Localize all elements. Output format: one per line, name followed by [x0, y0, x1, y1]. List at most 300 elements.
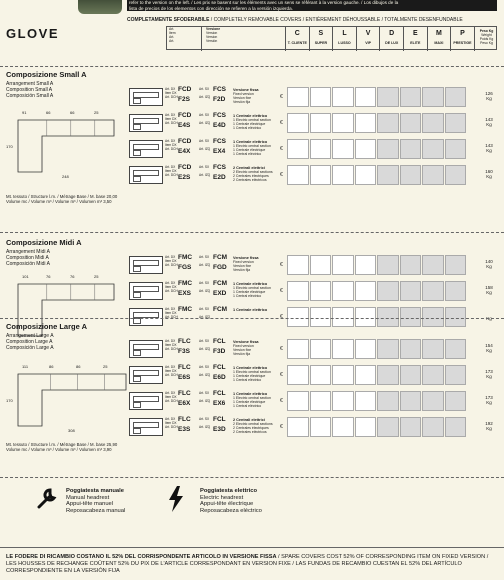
module-icon	[129, 340, 163, 358]
header-weight-1: Weight	[481, 33, 492, 37]
category-e	[403, 27, 427, 51]
price-cell	[377, 365, 399, 385]
price-cell	[422, 281, 444, 301]
dimension-label: 76	[46, 274, 51, 279]
category-letter: V	[365, 30, 371, 37]
weight	[481, 311, 497, 321]
header-version-0: Versione	[206, 27, 221, 31]
art-dch-label: Art. DCH	[165, 347, 178, 351]
category-letter: L	[342, 30, 347, 37]
module-icon	[129, 256, 163, 274]
art-dx-code: FCD	[178, 86, 192, 93]
dimension-label: 111	[22, 364, 29, 369]
category-name: LUSSO	[338, 41, 351, 45]
category-name: MAXI	[434, 41, 444, 45]
fabric-line: Volume mc / Volume m³ / Volume m³ / Volumen m³ 3,90	[6, 447, 112, 452]
item-label: Item DX	[165, 169, 177, 173]
description-line: 1 Electric central section	[233, 396, 271, 400]
headrest-manual	[66, 488, 125, 514]
item-label: Item DX	[165, 117, 177, 121]
weight	[481, 369, 497, 379]
art-dch-label: Art. DCH	[165, 315, 178, 319]
weight	[481, 143, 497, 153]
price-header	[166, 26, 497, 50]
headrest-electric-label: Poggiatesta elettrico	[200, 488, 258, 494]
price-row	[129, 416, 499, 438]
module-icon	[129, 392, 163, 410]
art-dx-code: FLC	[178, 338, 191, 345]
price-cell	[400, 365, 422, 385]
dimension-label: 25	[94, 110, 99, 115]
price-row	[129, 164, 499, 186]
plan-drawing	[14, 366, 132, 436]
euro-sign: €	[280, 172, 283, 178]
price-cell	[287, 339, 309, 359]
weight-unit: Kg	[486, 174, 492, 179]
price-cell	[422, 139, 444, 159]
header-version	[201, 27, 285, 51]
price-cells	[287, 281, 467, 301]
euro-sign: €	[280, 314, 283, 320]
category-d	[379, 27, 403, 51]
euro-sign: €	[280, 262, 283, 268]
price-cell	[287, 255, 309, 275]
dimension-label: 86	[49, 364, 54, 369]
variant-code-2: EX6	[213, 400, 226, 407]
section-subtitle: Arrangement Large A	[6, 333, 54, 339]
weight-unit: Kg	[486, 316, 492, 321]
price-cell	[332, 165, 354, 185]
header-art-1: Item	[169, 31, 176, 35]
price-cell	[445, 165, 467, 185]
description-line: 1 Central eléctrico	[233, 404, 262, 408]
price-cell	[287, 307, 309, 327]
art-dch-label: Art. DCH	[165, 425, 178, 429]
price-cell	[445, 417, 467, 437]
version-description	[233, 256, 279, 272]
price-cells	[287, 113, 467, 133]
price-row	[129, 306, 499, 328]
price-cell	[377, 417, 399, 437]
description-line: 1 Centrale elettrico	[233, 366, 268, 370]
price-cell	[355, 281, 377, 301]
description-line: Version fixe	[233, 264, 252, 268]
price-cell	[310, 365, 332, 385]
art-sx-label: Art. SX	[199, 391, 210, 395]
variant-code: F3S	[178, 348, 190, 355]
price-cell	[332, 255, 354, 275]
art-dx-label: Art. DX	[165, 255, 176, 259]
variant-code-2: F3D	[213, 348, 226, 355]
price-row	[129, 112, 499, 134]
category-name: ELITE	[410, 41, 421, 45]
art-dch-label: Art. DCH	[165, 373, 178, 377]
price-cell	[422, 165, 444, 185]
weight	[481, 259, 497, 269]
art-dch-label: Art. DCH	[165, 95, 178, 99]
section-subtitle: Composition Midi A	[6, 255, 49, 261]
price-cell	[310, 255, 332, 275]
variant-code: FGS	[178, 264, 192, 271]
description-line: 1 Centrale électrique	[233, 400, 266, 404]
dimension-label: 308	[68, 428, 75, 433]
category-name: VIP	[365, 41, 371, 45]
price-cell	[445, 365, 467, 385]
art-dch-label: Art. DCH	[165, 399, 178, 403]
art-sx-label: Art. SX	[199, 113, 210, 117]
separator	[0, 232, 504, 233]
header-art-0: Art.	[169, 27, 175, 31]
description-line: 1 Electric central section	[233, 118, 271, 122]
item-label: Item DX	[165, 311, 177, 315]
art-izq-label: Art. IZQ	[199, 263, 211, 267]
header-art	[167, 27, 201, 51]
price-cell	[332, 281, 354, 301]
intro-text	[127, 0, 497, 11]
variant-code-2: FGD	[213, 264, 227, 271]
description-line: Version fixe	[233, 96, 252, 100]
art-dx-label: Art. DX	[165, 339, 176, 343]
covers-note	[127, 17, 497, 23]
item-label: Item DX	[165, 395, 177, 399]
weight-value: 192	[485, 421, 493, 426]
description-line: 2 Centrales eléctricos	[233, 178, 267, 182]
variant-code: EXS	[178, 290, 192, 297]
dimension-label: 170	[6, 398, 13, 403]
art-sx-label: Art. SX	[199, 87, 210, 91]
art-sx-label: Art. SX	[199, 307, 210, 311]
variant-code-2: E3D	[213, 426, 226, 433]
price-cell	[422, 113, 444, 133]
price-cell	[355, 417, 377, 437]
module-icon	[129, 114, 163, 132]
header-art-3: Art.	[169, 39, 175, 43]
price-cell	[400, 113, 422, 133]
price-cell	[310, 417, 332, 437]
headrest-manual-en: Manual headrest	[66, 494, 110, 501]
price-cells	[287, 307, 467, 327]
category-letter: M	[435, 30, 442, 37]
item-label: Item DX	[165, 285, 177, 289]
fabric-info	[6, 442, 117, 452]
price-cells	[287, 165, 467, 185]
art-izq-label: Art. IZQ	[199, 95, 211, 99]
art-sx-code: FCS	[213, 164, 226, 171]
page-title: GLOVE	[6, 26, 60, 41]
headrest-electric-en: Electric headrest	[200, 494, 244, 501]
price-row	[129, 390, 499, 412]
euro-sign: €	[280, 398, 283, 404]
variant-code-2: E2D	[213, 174, 226, 181]
art-dx-label: Art. DX	[165, 165, 176, 169]
dimension-label: 25	[103, 364, 108, 369]
description-line: Fixed version	[233, 92, 254, 96]
price-cell	[332, 365, 354, 385]
art-dx-code: FLC	[178, 390, 191, 397]
description-line: 1 Central eléctrico	[233, 294, 262, 298]
price-cell	[422, 417, 444, 437]
module-icon	[129, 418, 163, 436]
dimension-label: 101	[22, 274, 29, 279]
art-sx-code: FCM	[213, 254, 228, 261]
variant-code: E6S	[178, 374, 191, 381]
variant-code: E2S	[178, 174, 191, 181]
category-name: SUPER	[314, 41, 328, 45]
weight	[481, 395, 497, 405]
dimension-label: 86	[76, 364, 81, 369]
header-weight-3: Peso Kg	[480, 41, 493, 45]
header-version-3: Versión	[206, 39, 218, 43]
price-cell	[355, 165, 377, 185]
price-cell	[400, 391, 422, 411]
price-cell	[400, 139, 422, 159]
section-subtitle: Arrangement Small A	[6, 81, 54, 87]
item-label: Item DX	[165, 143, 177, 147]
separator	[0, 477, 504, 478]
weight-unit: Kg	[486, 348, 492, 353]
art-izq-label: Art. IZQ	[199, 289, 211, 293]
price-cell	[422, 391, 444, 411]
price-cell	[310, 391, 332, 411]
fabric-line: Mt. tessuto / Structure l.m. / Métrage Base / M. base 25,90	[6, 442, 118, 447]
version-description	[233, 366, 279, 382]
art-dx-label: Art. DX	[165, 87, 176, 91]
art-dx-label: Art. DX	[165, 417, 176, 421]
description-line: 1 Central eléctrico	[233, 378, 262, 382]
weight	[481, 343, 497, 353]
art-dx-label: Art. DX	[165, 139, 176, 143]
art-izq-label: Art. IZQ	[199, 399, 211, 403]
variant-code: E4X	[178, 148, 191, 155]
price-cell	[377, 391, 399, 411]
headrest-manual-es: Reposacabeza manual	[66, 507, 126, 514]
header-weight	[474, 27, 498, 51]
description-line: 1 Centrale elettrico	[233, 114, 268, 118]
category-v	[356, 27, 380, 51]
section-subtitle: Composition Large A	[6, 339, 53, 345]
price-cell	[310, 339, 332, 359]
price-cells	[287, 139, 467, 159]
price-cell	[355, 87, 377, 107]
weight-value: 143	[485, 143, 493, 148]
price-cell	[332, 87, 354, 107]
price-row	[129, 138, 499, 160]
art-sx-code: FCL	[213, 364, 226, 371]
section-title: Composizione Large A	[6, 322, 87, 331]
weight	[481, 421, 497, 431]
weight-unit: Kg	[486, 264, 492, 269]
weight-unit: Kg	[486, 122, 492, 127]
description-line: 1 Electric central section	[233, 144, 271, 148]
art-sx-code: FCM	[213, 306, 228, 313]
price-cell	[332, 139, 354, 159]
header-weight-0: Peso Kg	[479, 29, 494, 33]
variant-code: E6X	[178, 400, 191, 407]
price-cells	[287, 365, 467, 385]
price-cell	[310, 307, 332, 327]
weight-value: 154	[485, 343, 493, 348]
version-description	[233, 392, 279, 408]
price-cells	[287, 87, 467, 107]
description-line: 1 Electric central section	[233, 286, 271, 290]
description-line: Versión fija	[233, 352, 251, 356]
weight-unit: Kg	[486, 374, 492, 379]
price-cell	[445, 87, 467, 107]
price-cells	[287, 391, 467, 411]
description-line: 1 Central eléctrico	[233, 152, 262, 156]
variant-code: E4S	[178, 122, 191, 129]
weight-value: 173	[485, 395, 493, 400]
fabric-line: Mt. tessuto / Structure l.m. / Métrage Base / M. base 20,00	[6, 194, 118, 199]
art-sx-code: FCS	[213, 112, 226, 119]
price-cell	[400, 281, 422, 301]
price-cell	[445, 113, 467, 133]
category-name: DE LUX	[385, 41, 399, 45]
weight-unit: Kg	[486, 96, 492, 101]
art-dch-label: Art. DCH	[165, 173, 178, 177]
version-description	[233, 88, 279, 104]
euro-sign: €	[280, 346, 283, 352]
item-label: Item DX	[165, 421, 177, 425]
item-label: Item DX	[165, 343, 177, 347]
section-subtitle: Composición Large A	[6, 345, 54, 351]
category-c	[285, 27, 309, 51]
covers-title: COMPLETAMENTE SFODERABILE	[127, 17, 210, 23]
weight-value: 143	[485, 117, 493, 122]
fabric-line: Volume mc / Volume m³ / Volume m³ / Volumen m³ 3,50	[6, 199, 112, 204]
price-cell	[355, 307, 377, 327]
fabric-info	[6, 194, 117, 204]
weight-unit: Kg	[486, 400, 492, 405]
description-line: Version fixe	[233, 348, 252, 352]
version-description	[233, 140, 279, 156]
price-cell	[287, 417, 309, 437]
art-sx-code: FCS	[213, 138, 226, 145]
module-icon	[129, 88, 163, 106]
price-cell	[355, 113, 377, 133]
weight-value: 160	[485, 169, 493, 174]
dimension-label: 91	[22, 110, 27, 115]
module-icon	[129, 366, 163, 384]
art-dch-label: Art. DCH	[165, 289, 178, 293]
header-version-2: Version	[206, 35, 218, 39]
euro-sign: €	[280, 94, 283, 100]
module-icon	[129, 140, 163, 158]
art-dch-label: Art. DCH	[165, 263, 178, 267]
price-cell	[422, 339, 444, 359]
dimension-label: 170	[6, 144, 13, 149]
price-cell	[287, 87, 309, 107]
price-cell	[377, 165, 399, 185]
price-cell	[355, 365, 377, 385]
module-icon	[129, 308, 163, 326]
price-cell	[377, 255, 399, 275]
price-row	[129, 86, 499, 108]
euro-sign: €	[280, 372, 283, 378]
description-line: Fixed version	[233, 260, 254, 264]
version-description	[233, 308, 279, 324]
category-m	[427, 27, 451, 51]
section-subtitle: Composición Midi A	[6, 261, 50, 267]
description-line: 1 Central eléctrico	[233, 126, 262, 130]
price-cell	[445, 255, 467, 275]
price-cell	[377, 139, 399, 159]
description-line: 2 Centrali elettrici	[233, 166, 265, 170]
price-cell	[287, 365, 309, 385]
header-version-1: Version	[206, 31, 218, 35]
description-line: 2 Centrales électriques	[233, 174, 269, 178]
headrest-electric-es: Reposacabeza eléctrico	[200, 507, 262, 514]
weight-value: 158	[485, 285, 493, 290]
description-line: Versione fissa	[233, 256, 259, 260]
price-cell	[445, 391, 467, 411]
variant-code-2: E6D	[213, 374, 226, 381]
art-dch-label: Art. DCH	[165, 147, 178, 151]
weight	[481, 169, 497, 179]
category-letter: E	[412, 30, 418, 37]
price-cell	[287, 281, 309, 301]
price-cell	[355, 339, 377, 359]
dimension-label: 66	[70, 110, 75, 115]
description-line: 1 Centrale elettrico	[233, 308, 268, 312]
separator	[0, 547, 504, 548]
price-cell	[400, 87, 422, 107]
plan-drawing	[14, 112, 120, 182]
price-cell	[377, 339, 399, 359]
item-label: Item DX	[165, 259, 177, 263]
weight-unit: Kg	[486, 148, 492, 153]
weight	[481, 285, 497, 295]
price-cell	[400, 339, 422, 359]
category-name: T. CLIENTE	[287, 41, 307, 45]
sofa-photo	[78, 0, 122, 14]
variant-code: E3S	[178, 426, 191, 433]
price-cell	[400, 417, 422, 437]
price-cell	[287, 113, 309, 133]
weight	[481, 91, 497, 101]
description-line: 1 Centrale électrique	[233, 290, 266, 294]
art-izq-label: Art. IZQ	[199, 347, 211, 351]
price-cell	[445, 281, 467, 301]
description-line: 2 Electric central sections	[233, 170, 273, 174]
description-line: 1 Centrale électrique	[233, 122, 266, 126]
item-label: Item DX	[165, 369, 177, 373]
intro-line-2: lista de precios de los elementos con dirección se refieren a la versión izquierda.	[127, 6, 497, 12]
weight-value: 126	[485, 91, 493, 96]
price-row	[129, 364, 499, 386]
description-line: Versión fija	[233, 268, 251, 272]
art-izq-label: Art. IZQ	[199, 425, 211, 429]
euro-sign: €	[280, 288, 283, 294]
price-cell	[332, 339, 354, 359]
version-description	[233, 340, 279, 356]
category-letter: S	[318, 30, 324, 37]
price-cell	[377, 281, 399, 301]
category-p	[450, 27, 474, 51]
art-sx-label: Art. SX	[199, 417, 210, 421]
weight	[481, 117, 497, 127]
art-dx-label: Art. DX	[165, 365, 176, 369]
section-subtitles	[6, 249, 50, 267]
price-cell	[310, 139, 332, 159]
headrest-manual-fr: Appui-tête manuel	[66, 501, 114, 508]
separator	[0, 318, 504, 319]
price-cell	[355, 391, 377, 411]
art-sx-code: FCM	[213, 280, 228, 287]
weight-value: 173	[485, 369, 493, 374]
price-cells	[287, 417, 467, 437]
price-cell	[355, 139, 377, 159]
